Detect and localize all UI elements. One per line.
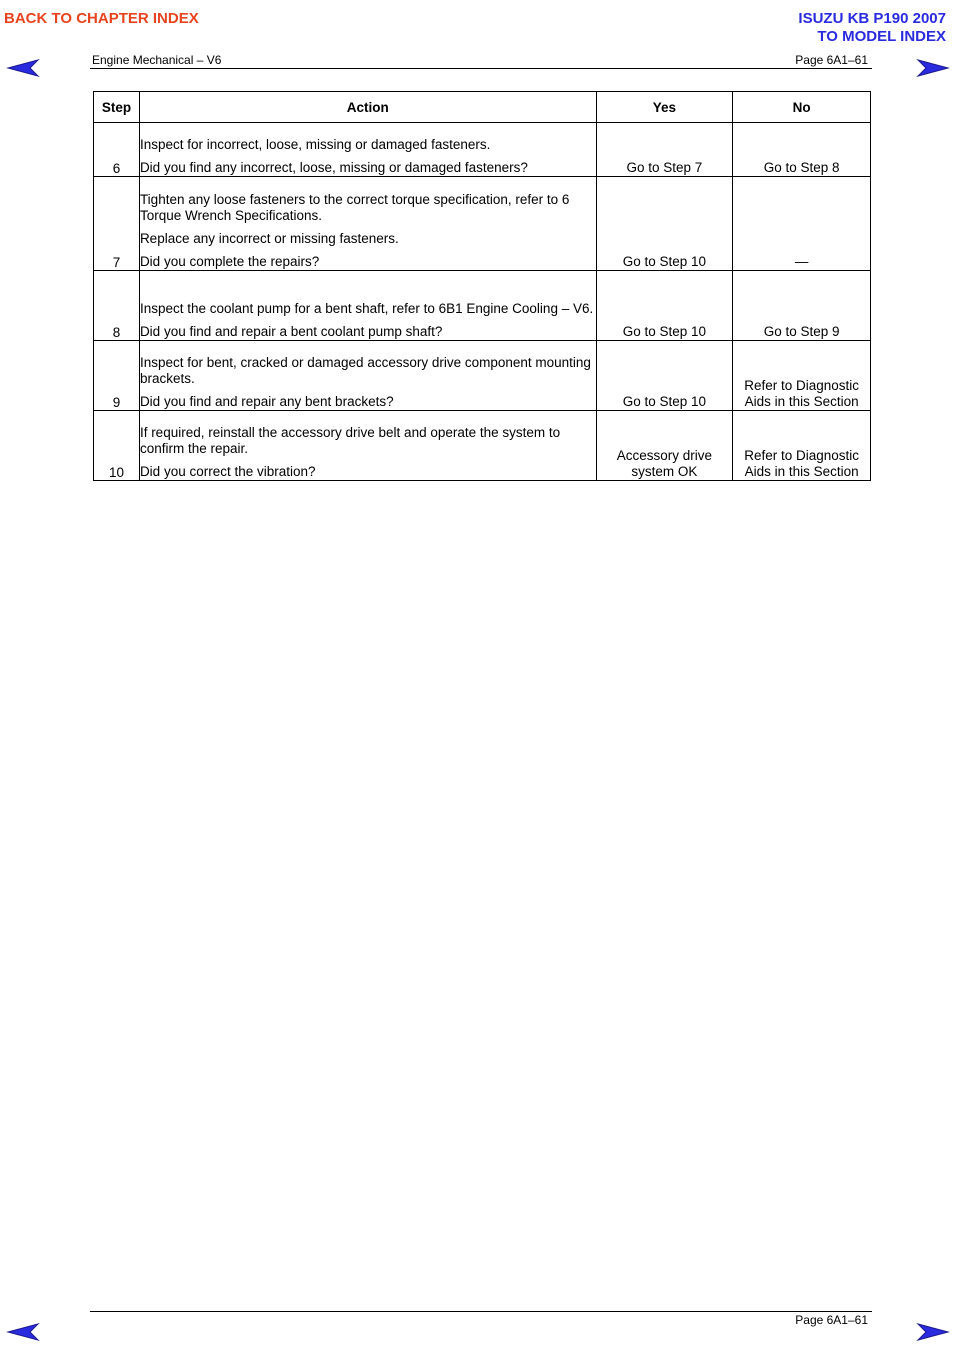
back-to-chapter-index-link[interactable]: BACK TO CHAPTER INDEX	[4, 10, 199, 27]
footer-page-number: Page 6A1–61	[795, 1313, 868, 1327]
table-row	[94, 177, 871, 271]
step-action	[139, 177, 596, 271]
diagnostic-steps-table	[93, 91, 871, 481]
step-yes-result: Accessory drive system OK	[596, 411, 733, 481]
action-line: Inspect the coolant pump for a bent shaft, refer to 6B1 Engine Cooling – V6.	[139, 301, 594, 316]
header-page-number: Page 6A1–61	[795, 53, 868, 67]
step-number: 9	[94, 341, 140, 411]
to-model-index-link[interactable]: TO MODEL INDEX	[817, 28, 946, 45]
table-row	[94, 341, 871, 411]
action-line: Replace any incorrect or missing fasteners.	[139, 231, 399, 246]
step-number: 10	[94, 411, 140, 481]
next-page-arrow-icon[interactable]	[916, 58, 950, 78]
column-header-step: Step	[94, 92, 140, 123]
table-row	[94, 411, 871, 481]
action-line: Tighten any loose fasteners to the correct torque specification, refer to 6 Torque Wrench Specifications.	[139, 192, 570, 223]
table-row	[94, 123, 871, 177]
model-index-block	[798, 10, 946, 46]
section-title: Engine Mechanical – V6	[92, 53, 222, 67]
step-no-result: Go to Step 9	[733, 271, 871, 341]
step-number: 7	[94, 177, 140, 271]
step-action	[139, 123, 596, 177]
step-yes-result: Go to Step 10	[596, 177, 733, 271]
step-action	[139, 411, 596, 481]
step-no-result: —	[733, 177, 871, 271]
step-action	[139, 341, 596, 411]
header-rule	[90, 68, 872, 69]
action-line: Did you find and repair a bent coolant pump shaft?	[139, 324, 443, 339]
step-yes-result: Go to Step 10	[596, 271, 733, 341]
next-page-arrow-icon[interactable]	[916, 1322, 950, 1342]
step-action	[139, 271, 596, 341]
action-line: Inspect for bent, cracked or damaged accessory drive component mounting brackets.	[139, 355, 591, 386]
step-no-result: Refer to Diagnostic Aids in this Section	[733, 411, 871, 481]
action-line: Did you correct the vibration?	[139, 464, 316, 479]
step-yes-result: Go to Step 7	[596, 123, 733, 177]
action-line: If required, reinstall the accessory drive belt and operate the system to confirm the repair.	[139, 425, 561, 456]
step-number: 6	[94, 123, 140, 177]
column-header-action: Action	[139, 92, 596, 123]
action-line: Did you complete the repairs?	[139, 254, 320, 269]
action-line: Did you find and repair any bent brackets?	[139, 394, 394, 409]
column-header-yes: Yes	[596, 92, 733, 123]
prev-page-arrow-icon[interactable]	[6, 58, 40, 78]
column-header-no: No	[733, 92, 871, 123]
model-title-link[interactable]: ISUZU KB P190 2007	[798, 10, 946, 27]
table-row	[94, 271, 871, 341]
step-number: 8	[94, 271, 140, 341]
prev-page-arrow-icon[interactable]	[6, 1322, 40, 1342]
footer-rule	[90, 1311, 872, 1312]
action-line: Inspect for incorrect, loose, missing or damaged fasteners.	[139, 137, 491, 152]
table-header-row	[94, 92, 871, 123]
step-no-result: Go to Step 8	[733, 123, 871, 177]
step-yes-result: Go to Step 10	[596, 341, 733, 411]
step-no-result: Refer to Diagnostic Aids in this Section	[733, 341, 871, 411]
action-line: Did you find any incorrect, loose, missing or damaged fasteners?	[139, 160, 528, 175]
